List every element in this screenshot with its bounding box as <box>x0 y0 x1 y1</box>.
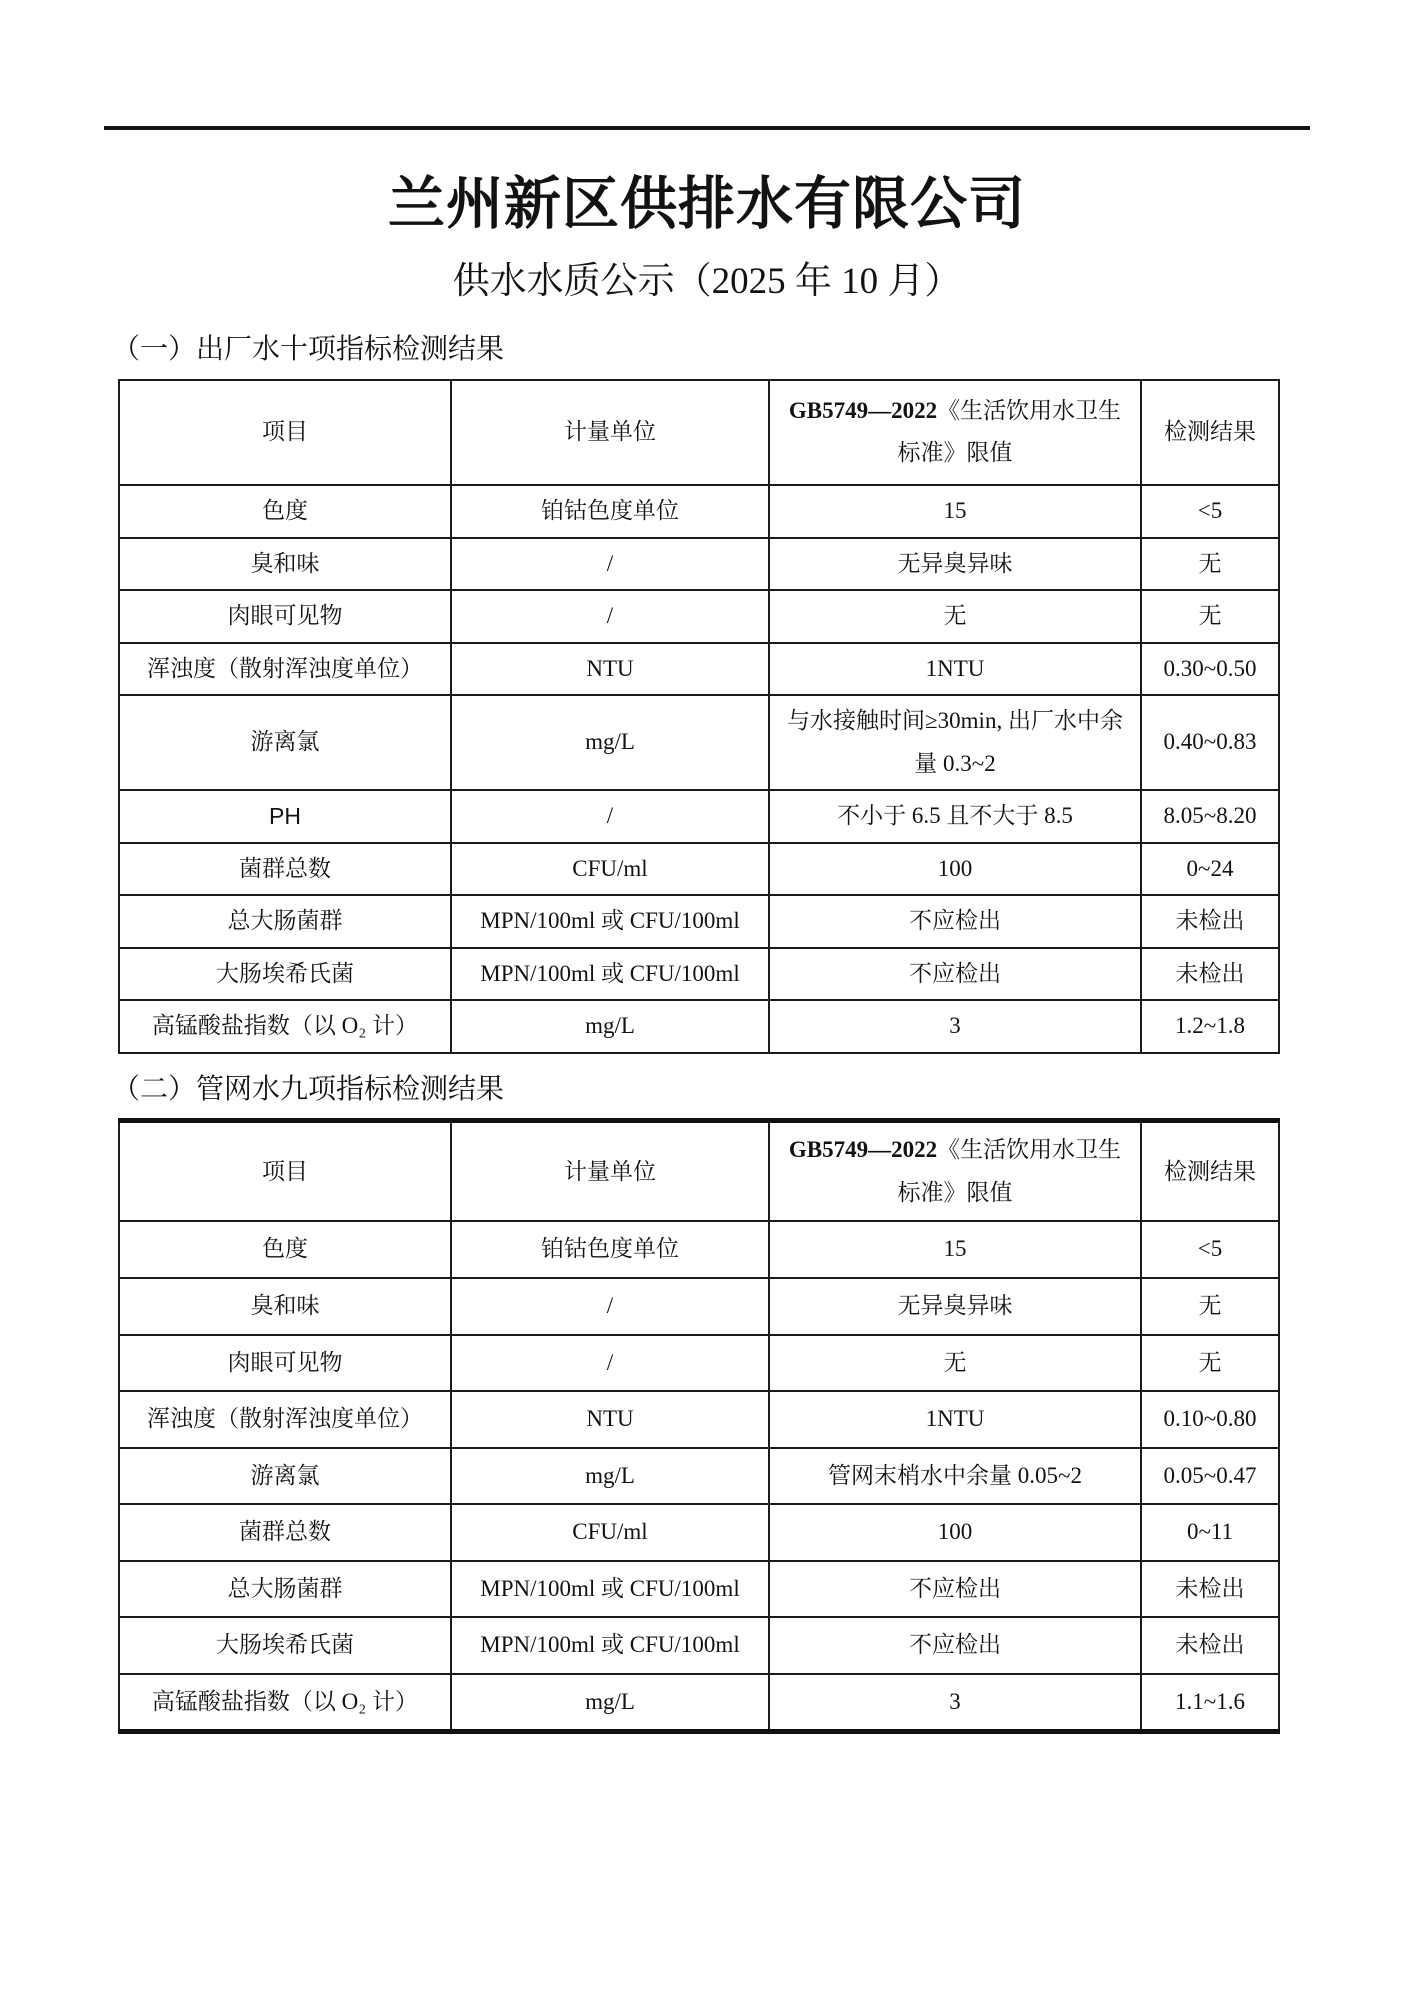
col-header-item: 项目 <box>119 1121 451 1222</box>
limit-cell: 3 <box>769 1000 1141 1053</box>
table-row <box>119 538 1279 591</box>
col-header-limit <box>769 1121 1141 1222</box>
result-cell: 无 <box>1141 590 1279 643</box>
unit-cell: CFU/ml <box>451 843 769 896</box>
unit-cell: / <box>451 590 769 643</box>
table-row <box>119 695 1279 790</box>
unit-cell: / <box>451 538 769 591</box>
limit-cell: 15 <box>769 1221 1141 1278</box>
item-cell: 游离氯 <box>119 1448 451 1505</box>
table-row <box>119 790 1279 843</box>
result-cell: 无 <box>1141 538 1279 591</box>
result-cell: 0.05~0.47 <box>1141 1448 1279 1505</box>
item-cell: 游离氯 <box>119 695 451 790</box>
item-cell: 浑浊度（散射浑浊度单位） <box>119 643 451 696</box>
result-cell: 无 <box>1141 1335 1279 1392</box>
result-cell: 0.10~0.80 <box>1141 1391 1279 1448</box>
result-cell: 8.05~8.20 <box>1141 790 1279 843</box>
standard-code: GB5749—2022 <box>788 1137 938 1163</box>
table-row <box>119 1674 1279 1732</box>
table-row <box>119 1221 1279 1278</box>
item-cell: 总大肠菌群 <box>119 1561 451 1618</box>
item-cell: 色度 <box>119 485 451 538</box>
unit-cell: / <box>451 1278 769 1335</box>
network-water-table <box>118 1118 1280 1734</box>
limit-cell: 3 <box>769 1674 1141 1732</box>
item-cell: 肉眼可见物 <box>119 1335 451 1392</box>
unit-cell: CFU/ml <box>451 1504 769 1561</box>
item-cell: 大肠埃希氏菌 <box>119 1617 451 1674</box>
limit-cell: 不应检出 <box>769 948 1141 1001</box>
limit-cell: 100 <box>769 843 1141 896</box>
table-row <box>119 1391 1279 1448</box>
table-row <box>119 1617 1279 1674</box>
company-title: 兰州新区供排水有限公司 <box>388 172 1026 236</box>
table-row <box>119 1561 1279 1618</box>
table-row <box>119 1000 1279 1053</box>
table-row <box>119 948 1279 1001</box>
table-row <box>119 485 1279 538</box>
col-header-unit: 计量单位 <box>451 1121 769 1222</box>
limit-cell: 100 <box>769 1504 1141 1561</box>
table-row <box>119 843 1279 896</box>
limit-cell: 不应检出 <box>769 895 1141 948</box>
table-row <box>119 1335 1279 1392</box>
col-header-unit: 计量单位 <box>451 380 769 485</box>
result-cell: 1.1~1.6 <box>1141 1674 1279 1732</box>
result-cell: <5 <box>1141 485 1279 538</box>
limit-cell: 无异臭异味 <box>769 1278 1141 1335</box>
limit-cell: 1NTU <box>769 1391 1141 1448</box>
standard-code: GB5749—2022 <box>788 397 938 423</box>
col-header-result: 检测结果 <box>1141 380 1279 485</box>
unit-cell: mg/L <box>451 695 769 790</box>
result-cell: 0~11 <box>1141 1504 1279 1561</box>
factory-water-table <box>118 379 1280 1054</box>
table-row <box>119 1278 1279 1335</box>
result-cell: 未检出 <box>1141 1617 1279 1674</box>
unit-cell: MPN/100ml 或 CFU/100ml <box>451 895 769 948</box>
limit-cell: 无异臭异味 <box>769 538 1141 591</box>
item-cell: 浑浊度（散射浑浊度单位） <box>119 1391 451 1448</box>
table-header-row <box>119 1121 1279 1222</box>
unit-cell: NTU <box>451 643 769 696</box>
unit-cell: 铂钴色度单位 <box>451 485 769 538</box>
limit-cell: 不应检出 <box>769 1617 1141 1674</box>
col-header-result: 检测结果 <box>1141 1121 1279 1222</box>
header-rule <box>104 126 1310 130</box>
item-cell: 总大肠菌群 <box>119 895 451 948</box>
unit-cell: mg/L <box>451 1000 769 1053</box>
limit-cell: 1NTU <box>769 643 1141 696</box>
limit-cell: 无 <box>769 590 1141 643</box>
result-cell: 0~24 <box>1141 843 1279 896</box>
result-cell: 0.40~0.83 <box>1141 695 1279 790</box>
unit-cell: MPN/100ml 或 CFU/100ml <box>451 1561 769 1618</box>
report-subtitle: 供水水质公示（2025 年 10 月） <box>452 261 962 303</box>
result-cell: 无 <box>1141 1278 1279 1335</box>
table-row <box>119 590 1279 643</box>
col-header-item: 项目 <box>119 380 451 485</box>
result-cell: <5 <box>1141 1221 1279 1278</box>
limit-cell: 与水接触时间≥30min, 出厂水中余量 0.3~2 <box>769 695 1141 790</box>
item-cell: 臭和味 <box>119 538 451 591</box>
item-cell: 菌群总数 <box>119 843 451 896</box>
limit-cell: 管网末梢水中余量 0.05~2 <box>769 1448 1141 1505</box>
limit-cell: 不小于 6.5 且不大于 8.5 <box>769 790 1141 843</box>
item-cell: 臭和味 <box>119 1278 451 1335</box>
unit-cell: mg/L <box>451 1674 769 1732</box>
item-cell: 高锰酸盐指数（以 O₂ 计） <box>119 1674 451 1732</box>
result-cell: 未检出 <box>1141 1561 1279 1618</box>
unit-cell: MPN/100ml 或 CFU/100ml <box>451 948 769 1001</box>
limit-cell: 15 <box>769 485 1141 538</box>
result-cell: 未检出 <box>1141 895 1279 948</box>
item-cell: 高锰酸盐指数（以 O₂ 计） <box>119 1000 451 1053</box>
unit-cell: MPN/100ml 或 CFU/100ml <box>451 1617 769 1674</box>
result-cell: 未检出 <box>1141 948 1279 1001</box>
unit-cell: / <box>451 790 769 843</box>
item-cell: 色度 <box>119 1221 451 1278</box>
table-row <box>119 1448 1279 1505</box>
standard-name: 《生活饮用水卫生标准》限值 <box>897 1137 1122 1205</box>
table-row <box>119 1504 1279 1561</box>
unit-cell: NTU <box>451 1391 769 1448</box>
result-cell: 0.30~0.50 <box>1141 643 1279 696</box>
unit-cell: / <box>451 1335 769 1392</box>
item-cell: 大肠埃希氏菌 <box>119 948 451 1001</box>
result-cell: 1.2~1.8 <box>1141 1000 1279 1053</box>
item-cell: PH <box>119 790 451 843</box>
table-row <box>119 895 1279 948</box>
section-2-title: （二）管网水九项指标检测结果 <box>112 1073 505 1105</box>
item-cell: 菌群总数 <box>119 1504 451 1561</box>
col-header-limit <box>769 380 1141 485</box>
unit-cell: mg/L <box>451 1448 769 1505</box>
standard-name: 《生活饮用水卫生标准》限值 <box>897 397 1122 466</box>
table-header-row <box>119 380 1279 485</box>
section-1-title: （一）出厂水十项指标检测结果 <box>112 334 505 366</box>
limit-cell: 无 <box>769 1335 1141 1392</box>
unit-cell: 铂钴色度单位 <box>451 1221 769 1278</box>
item-cell: 肉眼可见物 <box>119 590 451 643</box>
table-row <box>119 643 1279 696</box>
limit-cell: 不应检出 <box>769 1561 1141 1618</box>
